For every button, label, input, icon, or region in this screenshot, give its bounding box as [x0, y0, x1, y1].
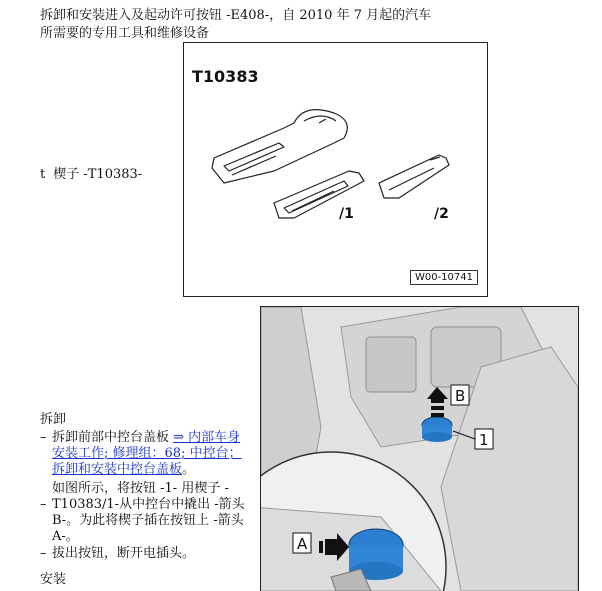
step-2-dash: – [40, 497, 47, 512]
tool-label: 楔子 -T10383- [53, 167, 143, 182]
tool-list-item [40, 163, 142, 182]
page-header-line-1: 拆卸和安装进入及起动许可按钮 -E408-，自 2010 年 7 月起的汽车 [40, 8, 432, 23]
part-label-2: /2 [434, 206, 449, 222]
part-label-1: /1 [339, 206, 354, 222]
label-b: B [455, 387, 466, 405]
tool-figure-title: T10383 [192, 67, 259, 86]
page-header-line-2: 所需要的专用工具和维修设备 [40, 26, 210, 41]
step-3-text: 拔出按钮，断开电插头。 [52, 546, 196, 561]
label-1: 1 [479, 431, 489, 449]
wedge-part-2 [379, 155, 449, 198]
label-a: A [297, 535, 308, 553]
installation-heading: 安装 [40, 572, 67, 587]
tool-figure [183, 42, 488, 297]
step-3-dash: – [40, 546, 47, 561]
step-2-intro-text: 如图所示，将按钮 -1- 用楔子 - [52, 481, 229, 496]
step-2-text: T10383/1-从中控台中撬出 -箭头 B-。为此将楔子插在按钮上 -箭头 A-。 [52, 497, 245, 544]
tool-bullet: t [40, 167, 46, 182]
figure-code: W00-10741 [410, 270, 478, 285]
removal-heading: 拆卸 [40, 412, 67, 427]
removal-step-1 [40, 430, 245, 478]
wedge-main [212, 110, 347, 183]
wedge-tools-drawing [184, 43, 487, 296]
console-figure [260, 306, 579, 591]
cross-reference-link[interactable]: ⇒ 内部车身安装工作; 修理组：68; 中控台；拆卸和安装中控台盖板 [52, 430, 242, 477]
removal-step-3 [40, 546, 245, 562]
step-1-dash: – [40, 430, 47, 445]
start-button-top [422, 417, 452, 442]
removal-step-2-intro [40, 481, 245, 497]
step-1-end: 。 [182, 462, 196, 477]
removal-step-2 [40, 497, 245, 545]
console-drawing [261, 307, 578, 591]
step-1-text: 拆卸前部中控台盖板 [52, 430, 174, 445]
